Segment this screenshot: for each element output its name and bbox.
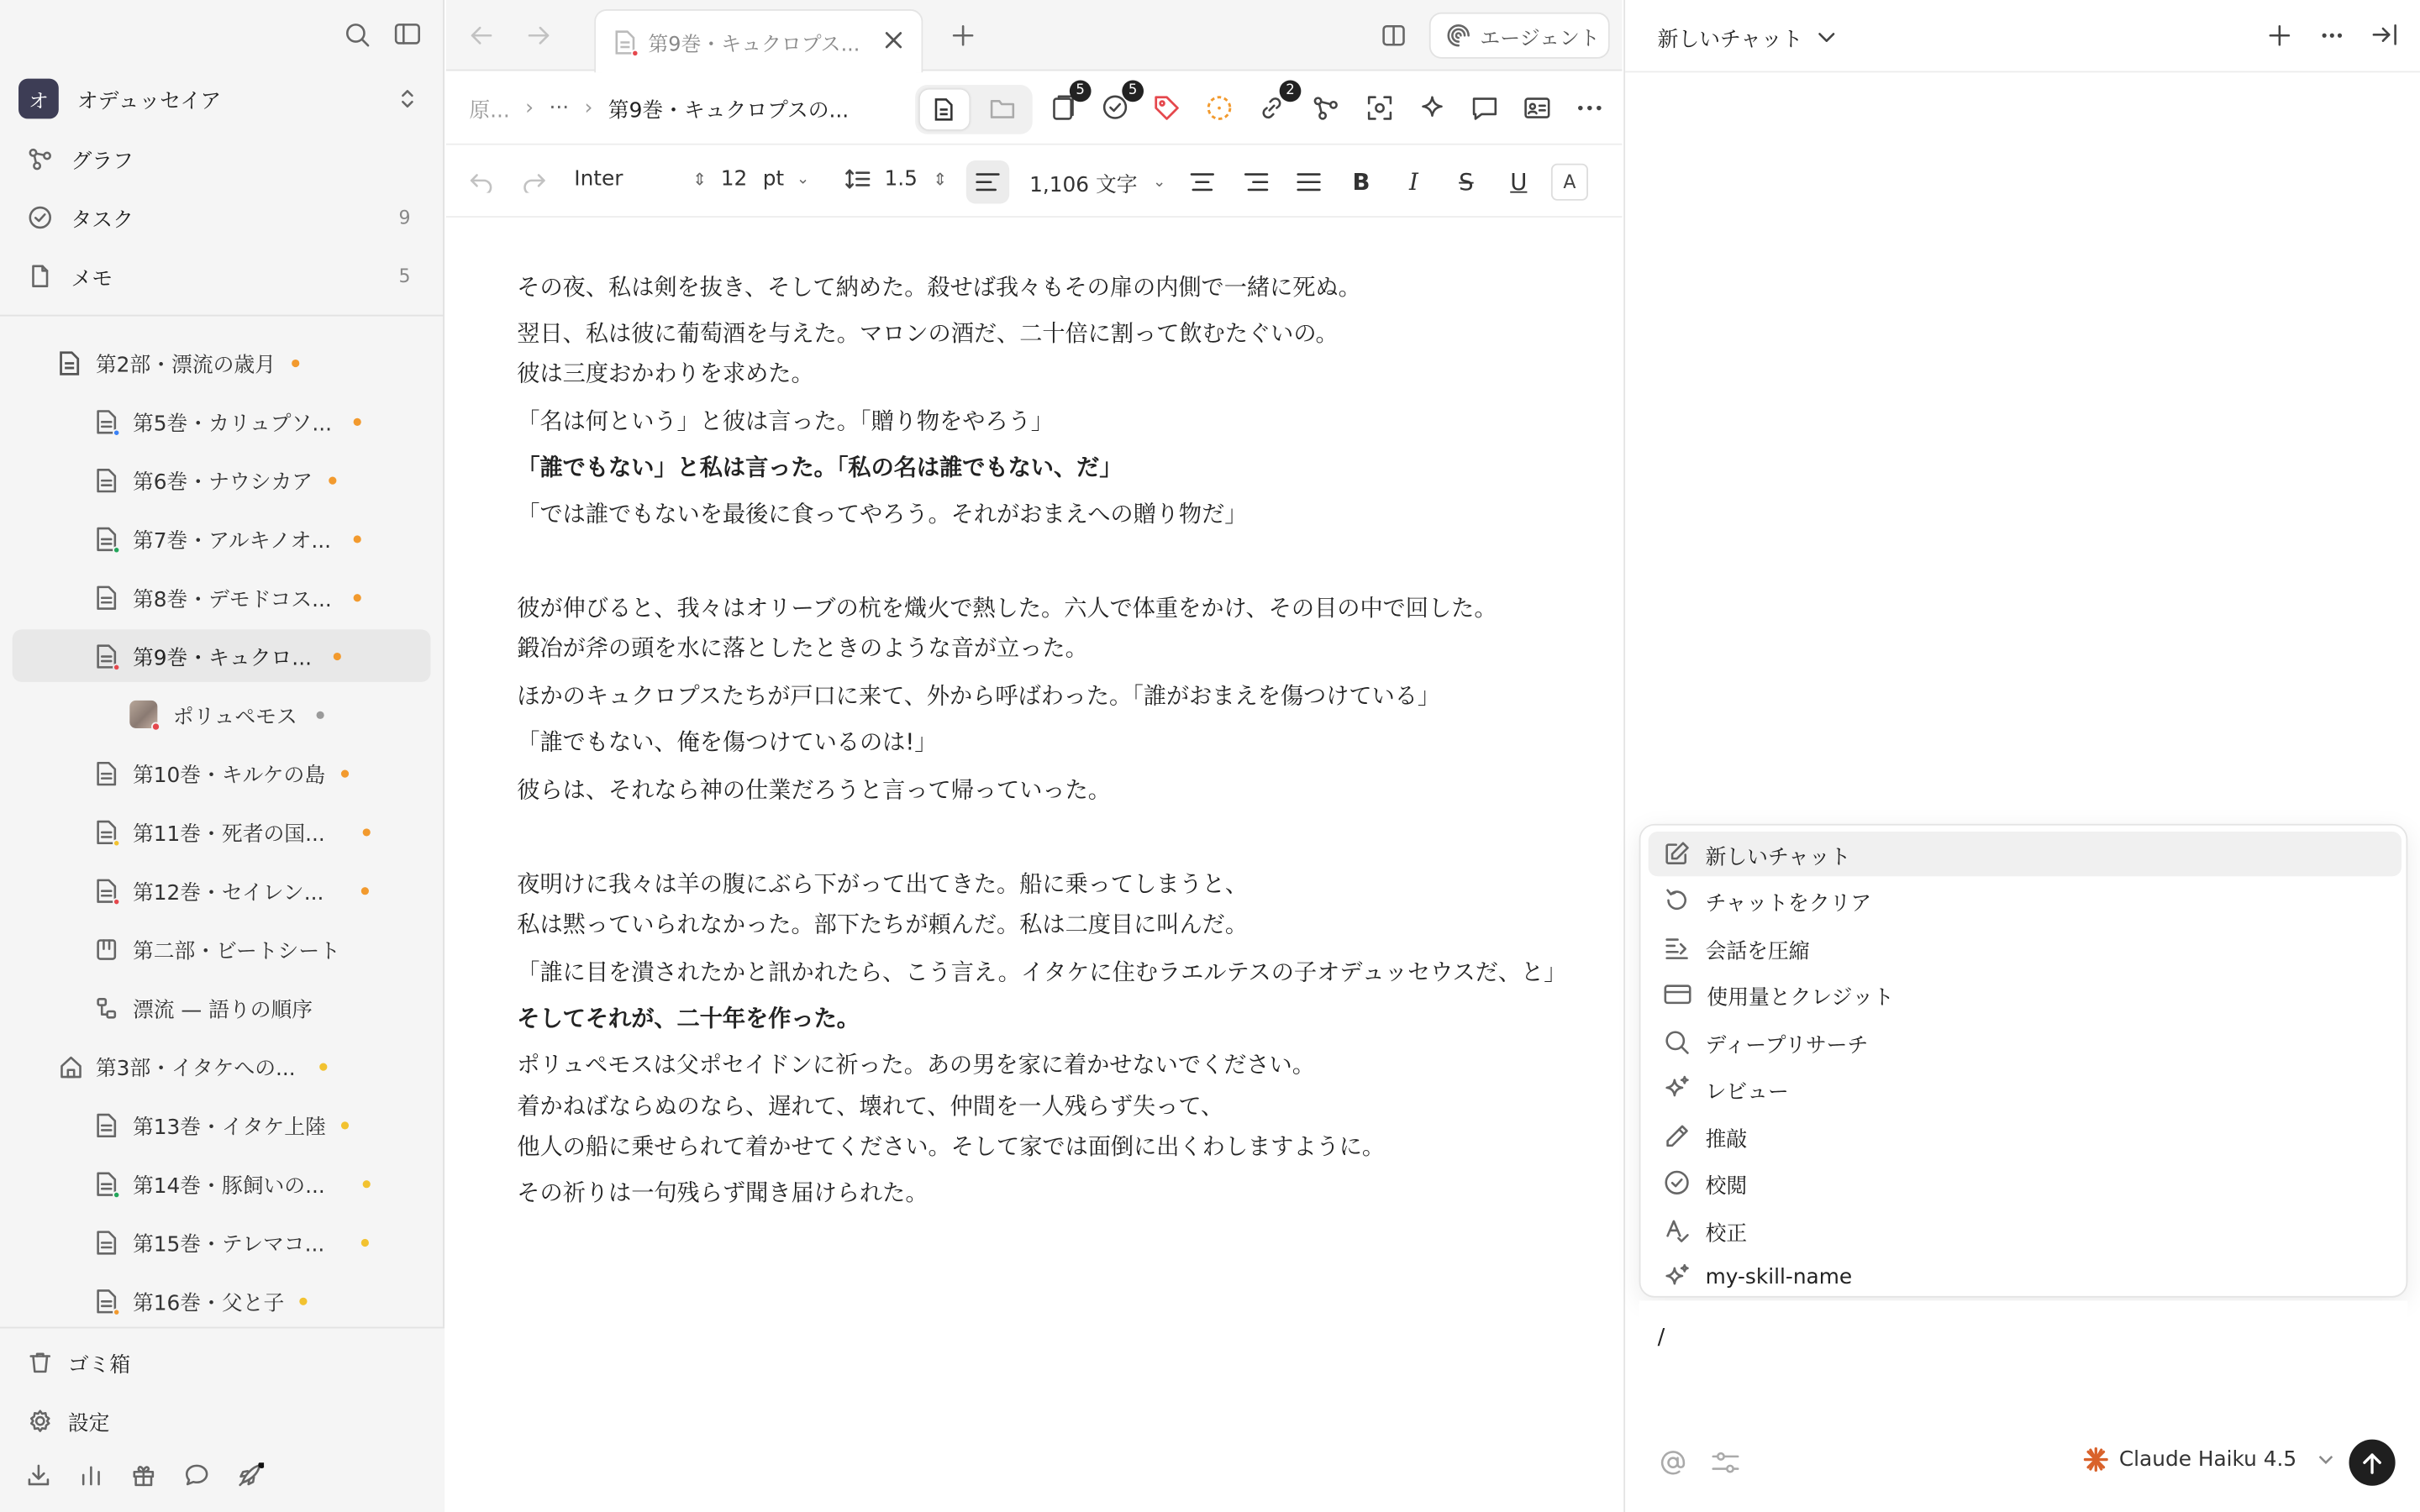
tree-item-label: 漂流 — 語りの順序 — [132, 998, 313, 1023]
menu-item-label: レビュー — [1705, 1079, 1789, 1105]
workspace-switcher[interactable] — [13, 74, 433, 123]
chevron-updown-icon — [398, 87, 417, 111]
beat-sheet-icon — [96, 936, 118, 962]
paragraph: 彼が伸びると、我々はオリーブの杭を熾火で熱した。六人で体重をかけ、その目の中で回した。 — [517, 595, 1497, 622]
more-horizontal-icon[interactable] — [1577, 105, 1602, 111]
tree-item[interactable] — [96, 1215, 429, 1268]
links-badge: 2 — [1280, 81, 1302, 102]
menu-item-label: 校閲 — [1705, 1173, 1748, 1199]
tree-item-active[interactable] — [13, 629, 431, 681]
status-dot — [291, 359, 298, 366]
document-view-icon — [934, 97, 954, 122]
tab-active-document[interactable] — [594, 9, 923, 72]
underline-icon[interactable]: U — [1510, 168, 1528, 197]
menu-item-label: 使用量とクレジット — [1707, 984, 1894, 1011]
graph-icon — [28, 146, 52, 171]
paragraph: その夜、私は剣を抜き、そして納めた。殺せば我々もその扉の内側で一緒に死ぬ。 — [517, 274, 1361, 302]
model-name: Claude Haiku 4.5 — [2118, 1446, 2297, 1473]
nav-tasks-label: タスク — [71, 207, 134, 234]
document-icon — [96, 1170, 118, 1196]
paragraph: 私は黙っていられなかった。部下たちが頼んだ。私は二度目に叫んだ。 — [517, 911, 1249, 938]
chevron-down-icon: ⌄ — [1152, 173, 1166, 191]
search-icon — [1664, 1029, 1690, 1055]
breadcrumb-root[interactable]: 原... — [469, 98, 510, 123]
check-circle-icon — [1664, 1169, 1690, 1195]
chevron-right-icon: › — [525, 95, 534, 121]
stats-icon[interactable] — [79, 1462, 103, 1487]
tree-item[interactable] — [129, 688, 429, 740]
status-dot — [300, 1297, 308, 1305]
word-count-select[interactable] — [1029, 166, 1165, 197]
split-view-icon[interactable] — [1381, 24, 1406, 48]
tree-item[interactable] — [96, 454, 429, 506]
card-icon — [1664, 983, 1691, 1006]
tree-item[interactable] — [96, 1274, 429, 1320]
italic-icon[interactable]: I — [1408, 168, 1418, 197]
new-tab-plus-icon[interactable] — [950, 24, 975, 48]
status-dot — [354, 417, 361, 425]
paragraph: 「誰に目を潰されたかと訊かれたら、こう言え。イタケに住むラエルテスの子オデュッセウスだ、と」 — [517, 959, 1567, 986]
document-icon — [96, 408, 118, 434]
tree-item-label: 第7巻・アルキノオ... — [132, 528, 332, 554]
text-icon — [1664, 1217, 1690, 1243]
sparkle-icon — [1664, 1075, 1690, 1101]
menu-item-label: 新しいチャット — [1705, 844, 1851, 869]
pages-icon[interactable] — [1051, 83, 1085, 122]
document-icon — [96, 1288, 118, 1314]
at-mention-icon[interactable] — [1659, 1449, 1686, 1477]
menu-item-new-chat[interactable] — [1649, 832, 2402, 876]
settings-button[interactable] — [13, 1396, 433, 1446]
menu-item-label: 推敲 — [1705, 1126, 1748, 1152]
sparkle-icon[interactable] — [1418, 94, 1446, 122]
pages-badge: 5 — [1070, 81, 1092, 102]
menu-item-label: 会話を圧縮 — [1705, 938, 1810, 964]
status-dot — [362, 1179, 370, 1187]
home-icon — [59, 1053, 81, 1079]
status-dot — [341, 769, 349, 777]
document-icon — [96, 467, 118, 493]
nav-graph[interactable] — [13, 134, 433, 184]
tree-item-label: 第二部・ビートシート — [132, 939, 340, 964]
line-height-value: 1.5 — [884, 166, 918, 192]
settings-label: 設定 — [67, 1411, 110, 1436]
align-right-icon[interactable] — [1234, 160, 1277, 203]
rotate-icon — [1664, 887, 1690, 913]
menu-item-label: 校正 — [1705, 1221, 1748, 1247]
compress-icon — [1664, 935, 1690, 961]
line-height-select[interactable] — [844, 166, 948, 191]
chevron-updown-icon: ⇕ — [692, 169, 708, 189]
document-icon — [96, 818, 118, 844]
menu-item-label: my-skill-name — [1705, 1264, 1853, 1289]
tag-icon[interactable] — [1153, 94, 1181, 122]
tree-item[interactable] — [96, 922, 429, 974]
chat-panel — [1623, 0, 2420, 1512]
menu-item-review[interactable] — [1649, 1066, 2402, 1110]
tree-item-label: 第15巻・テレマコ... — [132, 1232, 325, 1257]
chevron-right-icon: › — [584, 95, 593, 121]
paragraph: 彼らは、それなら神の仕業だろうと言って帰っていった。 — [517, 777, 1111, 804]
tree-item-label: 第9巻・キュクロ... — [132, 646, 312, 671]
document-icon — [96, 1111, 118, 1137]
dashed-circle-icon[interactable] — [1205, 94, 1233, 122]
back-arrow-icon[interactable] — [468, 24, 496, 48]
paragraph: そしてそれが、二十年を作った。 — [517, 1005, 860, 1032]
document-icon — [614, 29, 636, 55]
tree-item-label: 第5巻・カリュプソ... — [132, 412, 333, 437]
paragraph: 「名は何という」と彼は言った。「贈り物をやろう」 — [517, 408, 1055, 435]
tree-item[interactable] — [59, 336, 429, 388]
chevron-updown-icon: ⇕ — [933, 169, 948, 189]
tree-item-label: 第10巻・キルケの島 — [132, 764, 326, 789]
paragraph: 「誰でもない」と私は言った。「私の名は誰でもない、だ」 — [517, 454, 1123, 482]
tree-item-label: 第8巻・デモドコス... — [132, 587, 332, 613]
font-size-value: 12 — [720, 166, 748, 192]
status-dot — [353, 534, 360, 542]
id-card-icon[interactable] — [1523, 94, 1551, 122]
status-dot — [316, 711, 324, 718]
close-icon[interactable] — [884, 31, 902, 50]
tab-bar — [446, 0, 1623, 71]
link-icon[interactable] — [1258, 83, 1295, 122]
agent-label: エージェント — [1480, 27, 1600, 50]
sidebar-toggle-icon[interactable] — [393, 22, 421, 46]
agent-swirl-icon — [1446, 24, 1470, 48]
document-icon — [96, 760, 118, 786]
paragraph: 翌日、私は彼に葡萄酒を与えた。マロンの酒だ、二十倍に割って飲むたぐいの。 — [517, 321, 1339, 348]
model-selector[interactable] — [2084, 1447, 2334, 1472]
paragraph: 他人の船に乗せられて着かせてください。そして家では面倒に出くわしますように。 — [517, 1133, 1386, 1161]
tab-title: 第9巻・キュクロプス... — [648, 33, 860, 57]
download-icon[interactable] — [26, 1462, 50, 1487]
rocket-icon[interactable] — [236, 1462, 264, 1488]
text-color-icon[interactable]: A — [1551, 164, 1588, 201]
menu-item-clear-chat[interactable] — [1649, 878, 2402, 922]
paragraph: 夜明けに我々は羊の腹にぶら下がって出てきた。船に乗ってしまうと、 — [517, 871, 1249, 898]
workspace-avatar: オ — [18, 79, 59, 119]
paragraph: ポリュペモスは父ポセイドンに祈った。あの男を家に着かせないでください。 — [517, 1052, 1315, 1079]
chat-input-text[interactable]: / — [1657, 1325, 1665, 1351]
font-size-unit: pt — [762, 166, 785, 192]
comment-icon[interactable] — [1470, 94, 1498, 122]
nav-tasks-count: 9 — [398, 207, 411, 228]
breadcrumb-current[interactable]: 第9巻・キュクロプスの... — [608, 98, 850, 123]
align-center-icon[interactable] — [1181, 160, 1223, 203]
sidebar — [0, 0, 445, 1512]
nav-graph-label: グラフ — [71, 150, 134, 175]
status-dot — [320, 1063, 328, 1070]
tree-item-label: 第11巻・死者の国... — [132, 822, 325, 848]
view-toggle — [915, 85, 1033, 134]
paragraph: 着かねばならぬのなら、遅れて、壊れて、仲間を一人残らず失って、 — [517, 1094, 1224, 1121]
tree-item-label: 第12巻・セイレン... — [132, 880, 324, 906]
tree-item[interactable] — [59, 1040, 429, 1092]
nav-notes-count: 5 — [398, 265, 411, 287]
agent-button[interactable] — [1429, 13, 1610, 59]
nav-notes[interactable] — [13, 251, 433, 301]
tree-item-label: 第2部・漂流の歳月 — [95, 353, 276, 378]
trash-icon — [28, 1350, 52, 1374]
document-icon — [96, 877, 118, 903]
graph-icon[interactable] — [1312, 94, 1339, 122]
send-button[interactable] — [2349, 1440, 2396, 1486]
chat-bubble-icon[interactable] — [184, 1462, 210, 1487]
tree-item[interactable] — [96, 512, 429, 564]
claude-logo-icon — [2084, 1447, 2108, 1472]
breadcrumb-ellipsis[interactable]: ··· — [549, 95, 570, 121]
align-left-button[interactable] — [966, 160, 1009, 203]
nav-tasks[interactable] — [13, 193, 433, 243]
tree-item[interactable] — [96, 571, 429, 623]
menu-item-custom-skill[interactable] — [1649, 1254, 2402, 1299]
chat-input-box[interactable] — [1639, 1300, 2408, 1501]
tree-item-label: 第6巻・ナウシカア — [132, 470, 313, 496]
sidebar-divider — [0, 315, 445, 317]
chevron-down-icon: ⌄ — [796, 170, 810, 188]
sidebar-top-bar — [0, 0, 445, 71]
document-icon — [96, 525, 118, 551]
status-dot — [360, 886, 368, 894]
tree-item-label: ポリュペモス — [172, 705, 297, 730]
gift-icon[interactable] — [131, 1462, 155, 1487]
status-dot — [362, 827, 370, 835]
document-icon — [96, 643, 118, 669]
align-justify-icon[interactable] — [1287, 160, 1330, 203]
collapse-panel-icon[interactable] — [2372, 24, 2398, 47]
pen-icon — [1664, 1123, 1690, 1149]
gear-icon — [28, 1409, 52, 1433]
paragraph: 「では誰でもないを最後に食ってやろう。それがおまえへの贈り物だ」 — [517, 501, 1248, 528]
new-chat-plus-icon[interactable] — [2267, 24, 2291, 48]
line-height-icon — [844, 168, 872, 190]
settings-sliders-icon[interactable] — [1712, 1451, 1739, 1475]
chat-title-dropdown[interactable] — [1658, 22, 1835, 53]
tree-item-label: 第14巻・豚飼いの... — [132, 1173, 325, 1200]
chat-title: 新しいチャット — [1657, 28, 1803, 53]
tree-item[interactable] — [96, 806, 429, 858]
tree-item-label: 第3部・イタケへの... — [95, 1057, 296, 1082]
slash-command-menu — [1639, 824, 2408, 1298]
tree-item[interactable] — [96, 1099, 429, 1151]
focus-icon[interactable] — [1366, 94, 1394, 122]
word-count-value: 1,106 文字 — [1029, 172, 1138, 198]
menu-item-compress[interactable] — [1649, 926, 2402, 970]
document-tree — [0, 333, 445, 1321]
editor-pane — [446, 0, 1623, 1512]
character-avatar — [129, 701, 157, 728]
menu-item-correct[interactable] — [1649, 1208, 2402, 1252]
sparkle-icon — [1664, 1263, 1690, 1289]
font-select[interactable] — [574, 166, 707, 191]
menu-item-polish[interactable] — [1649, 1114, 2402, 1158]
menu-item-proofread[interactable] — [1649, 1160, 2402, 1205]
bold-icon[interactable]: B — [1352, 168, 1370, 197]
tree-item[interactable] — [96, 1158, 429, 1210]
paragraph: 「誰でもない、俺を傷つけているのは!」 — [517, 729, 938, 756]
workspace-name: オデュッセイア — [76, 89, 222, 114]
status-dot — [361, 1238, 369, 1246]
tree-item[interactable] — [96, 747, 429, 799]
sequence-icon — [96, 995, 118, 1021]
folder-icon[interactable] — [989, 97, 1015, 121]
paragraph: ほかのキュクロプスたちが戸口に来て、外から呼ばわった。「誰がおまえを傷つけている」 — [517, 683, 1441, 710]
status-dot — [341, 1121, 349, 1128]
edit-icon — [1664, 841, 1690, 867]
search-icon[interactable] — [345, 22, 371, 48]
trash-button[interactable] — [13, 1337, 433, 1387]
chevron-down-icon — [2318, 1455, 2333, 1464]
menu-item-usage[interactable] — [1649, 972, 2402, 1016]
chat-header — [1625, 0, 2420, 72]
status-dot — [334, 652, 341, 659]
redo-icon[interactable] — [513, 160, 555, 203]
document-icon — [96, 584, 118, 610]
strikethrough-icon[interactable]: S — [1459, 168, 1474, 197]
trash-label: ゴミ箱 — [67, 1352, 131, 1378]
chevron-down-icon — [1818, 32, 1835, 43]
font-size-select[interactable] — [721, 166, 810, 191]
status-dot — [328, 476, 335, 484]
tree-item-label: 第13巻・イタケ上陸 — [132, 1115, 326, 1141]
paragraph: 鍛冶が斧の頭を水に落としたときのような音が立った。 — [517, 635, 1088, 662]
note-icon — [28, 264, 52, 288]
tasks-icon[interactable] — [1102, 83, 1138, 120]
arrow-up-icon — [2361, 1451, 2383, 1474]
font-value: Inter — [574, 166, 623, 192]
menu-item-label: チャットをクリア — [1705, 890, 1872, 916]
status-dot — [353, 593, 360, 601]
more-horizontal-icon[interactable] — [2321, 33, 2343, 39]
check-circle-icon — [28, 205, 52, 229]
document-icon — [59, 349, 81, 375]
tree-item[interactable] — [96, 864, 429, 916]
document-icon — [96, 1229, 118, 1255]
paragraph: その祈りは一句残らず聞き届けられた。 — [517, 1180, 929, 1207]
tree-item-label: 第16巻・父と子 — [132, 1291, 285, 1316]
undo-icon[interactable] — [460, 160, 502, 203]
menu-item-label: ディープリサーチ — [1705, 1032, 1869, 1058]
tree-item[interactable] — [96, 981, 429, 1033]
paragraph: 彼は三度おかわりを求めた。 — [517, 360, 814, 388]
tree-item[interactable] — [96, 395, 429, 447]
forward-arrow-icon[interactable] — [524, 24, 552, 48]
tasks-badge: 5 — [1122, 81, 1144, 102]
menu-item-deep-research[interactable] — [1649, 1020, 2402, 1064]
format-toolbar — [446, 145, 1623, 218]
nav-notes-label: メモ — [71, 266, 113, 292]
